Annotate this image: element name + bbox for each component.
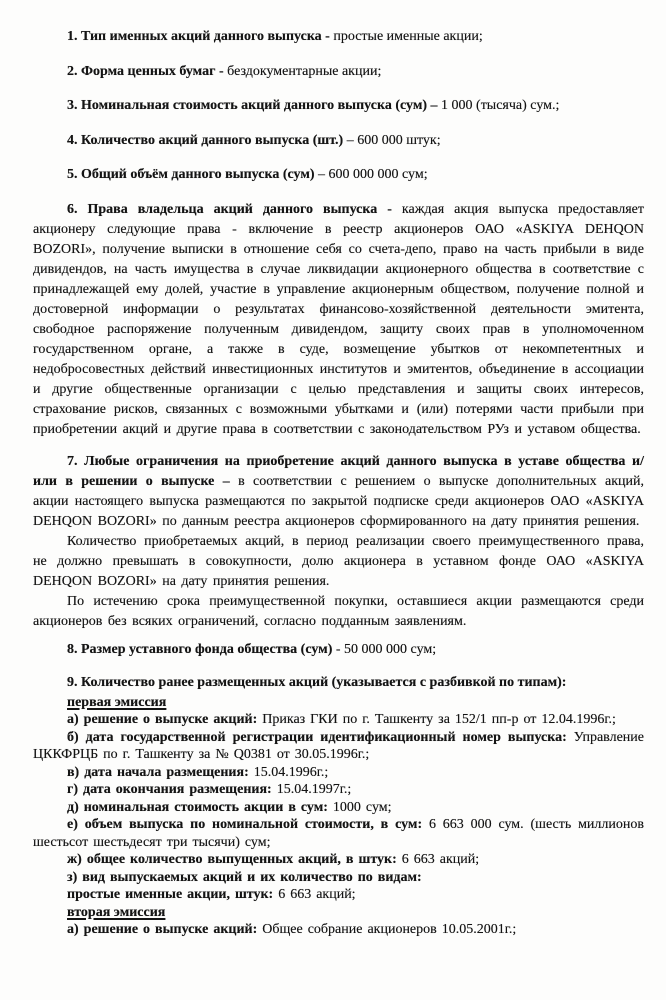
paragraph-7-lead: 7. Любые ограничения на приобретение акций данного выпуска в уставе общества и/или в решении о выпуске – [33,453,644,489]
emission1-entry-v-value: 15.04.1996г.; [248,764,329,780]
emission2-entry-a-label: а) решение о выпуске акций: [67,922,258,937]
item-5-label: 5. Общий объём данного выпуска (сум) [67,167,315,182]
numbered-item-2 [33,62,644,82]
emission2-entry-a [33,921,644,939]
emission1-entry-e [33,816,644,851]
numbered-item-3 [33,96,644,116]
numbered-item-5 [33,165,644,185]
numbered-item-9 [33,673,644,693]
emission1-entry-common-shares [33,886,644,904]
emission1-entry-common-shares-value: 6 663 акций; [273,887,356,902]
emission1-entry-g-label: г) дата окончания размещения: [67,782,272,797]
item-4-value: – 600 000 штук; [343,132,441,148]
numbered-item-8 [33,640,644,660]
item-3-label: 3. Номинальная стоимость акций данного выпуска (сум) – [67,98,438,113]
numbered-item-1 [33,27,644,47]
item-8-label: 8. Размер уставного фонда общества (сум) [67,641,333,657]
emission1-entry-d-label: д) номинальная стоимость акции в сум: [67,799,328,815]
emission1-entry-a-value: Приказ ГКИ по г. Ташкенту за 152/1 пп-р от 12.04.1996г.; [257,712,616,727]
emission1-entry-g-value: 15.04.1997г.; [271,782,352,797]
paragraph-7-restrictions [33,452,644,532]
second-emission-heading [33,904,644,922]
paragraph-7-quantity-limit: Количество приобретаемых акций, в период реализации своего преимущественного права, не должно превышать в совокупности, долю акционера в уставном фонде ОАО «ASKIYA DEHQON BOZORI» на дату принятия решения. [33,533,644,589]
emission1-entry-a-label: а) решение о выпуске акций: [67,712,258,727]
first-emission-section [33,694,644,904]
paragraph-7-body: в соответствии с решением о выпуске дополнительных акций, акции настоящего выпуска размещаются по закрытой подписке среди акционеров ОАО «ASKIYA DEHQON BOZORI» по данным реестра акционеров сформированного на дату принятия решения. [33,473,644,529]
emission1-entry-zh-value: 6 663 акций; [396,852,480,867]
paragraph-6-body: каждая акция выпуска предоставляет акционеру следующие права - включение в реестр акционеров ОАО «ASKIYA DEHQON BOZORI», получение выписки в отношение себя со счета-депо, право на часть прибыли в виде дивидендов, на часть имущества в случае ликвидации акционерного общества в соответствие с принадлежащей ему долей, участие в управление акционерным обществом, получение полной и достоверной информации о результатах финансово-хозяйственной деятельности эмитента, свободное распоряжение полученным дивидендом, защиту своих прав в уполномоченном государственном органе, а также в суде, возмещение убытков от некомпетентных и недобросовестных действий инвестиционных институтов и эмитентов, объединение в ассоциации и другие общественные организации с целью представления и защиты своих интересов, страхование рисков, связанных с возможными убытками и (или) потерями части прибыли при приобретении акций и другие права в соответствии с законодательством РУз и уставом общества. [33,201,644,437]
emission1-entry-e-label: е) объем выпуска по номинальной стоимости, в сум: [67,817,423,832]
paragraph-6-lead: 6. Права владельца акций данного выпуска - [67,201,392,217]
emission1-entry-common-shares-label: простые именные акции, штук: [67,887,274,902]
paragraph-7-remaining-shares: По истечению срока преимущественной покупки, оставшиеся акции размещаются среди акционеров без всяких ограничений, согласно подданным заявлениям. [33,593,644,629]
emission1-entry-e-value: 6 663 000 сум. (шесть миллионов шестьсот шестьдесят три тысячи) сум; [33,817,644,850]
emission1-entry-d-value: 1000 сум; [327,799,392,815]
item-1-value: простые именные акции; [329,29,483,44]
emission1-entry-b-label: б) дата государственной регистрации идентификационный номер выпуска: [67,729,567,745]
item-4-label: 4. Количество акций данного выпуска (шт.) [67,132,344,148]
emission1-entry-z-label: з) вид выпускаемых акций и их количество по видам: [67,869,422,885]
second-emission-heading-text: вторая эмиссия [67,904,166,920]
item-5-value: – 600 000 000 сум; [314,167,428,182]
emission2-entry-a-value: Общее собрание акционеров 10.05.2001г.; [257,922,517,937]
second-emission-section [33,904,644,939]
first-emission-heading [33,694,644,712]
emission1-entry-a [33,711,644,729]
emission1-entry-zh-label: ж) общее количество выпущенных акций, в штук: [67,852,397,867]
emission1-entry-v-label: в) дата начала размещения: [67,764,249,780]
paragraph-6-shareholder-rights [33,200,644,440]
first-emission-heading-text: первая эмиссия [67,694,167,710]
emission1-entry-zh [33,851,644,869]
item-9-heading: 9. Количество ранее размещенных акций (указывается с разбивкой по типам): [67,674,567,690]
item-3-value: 1 000 (тысяча) сум.; [437,98,560,113]
item-1-label: 1. Тип именных акций данного выпуска - [67,29,330,44]
emission1-entry-v [33,764,644,782]
item-8-value: - 50 000 000 сум; [332,641,437,657]
emission1-entry-g [33,781,644,799]
numbered-item-4 [33,131,644,151]
item-2-label: 2. Форма ценных бумаг - [67,63,224,79]
emission1-entry-z [33,869,644,887]
emission1-entry-b-value: Управление ЦККФРЦБ по г. Ташкенту за № Q0381 от 30.05.1996г.; [33,729,644,762]
emission1-entry-b [33,729,644,764]
emission1-entry-d [33,799,644,817]
item-2-value: бездокументарные акции; [223,63,382,79]
